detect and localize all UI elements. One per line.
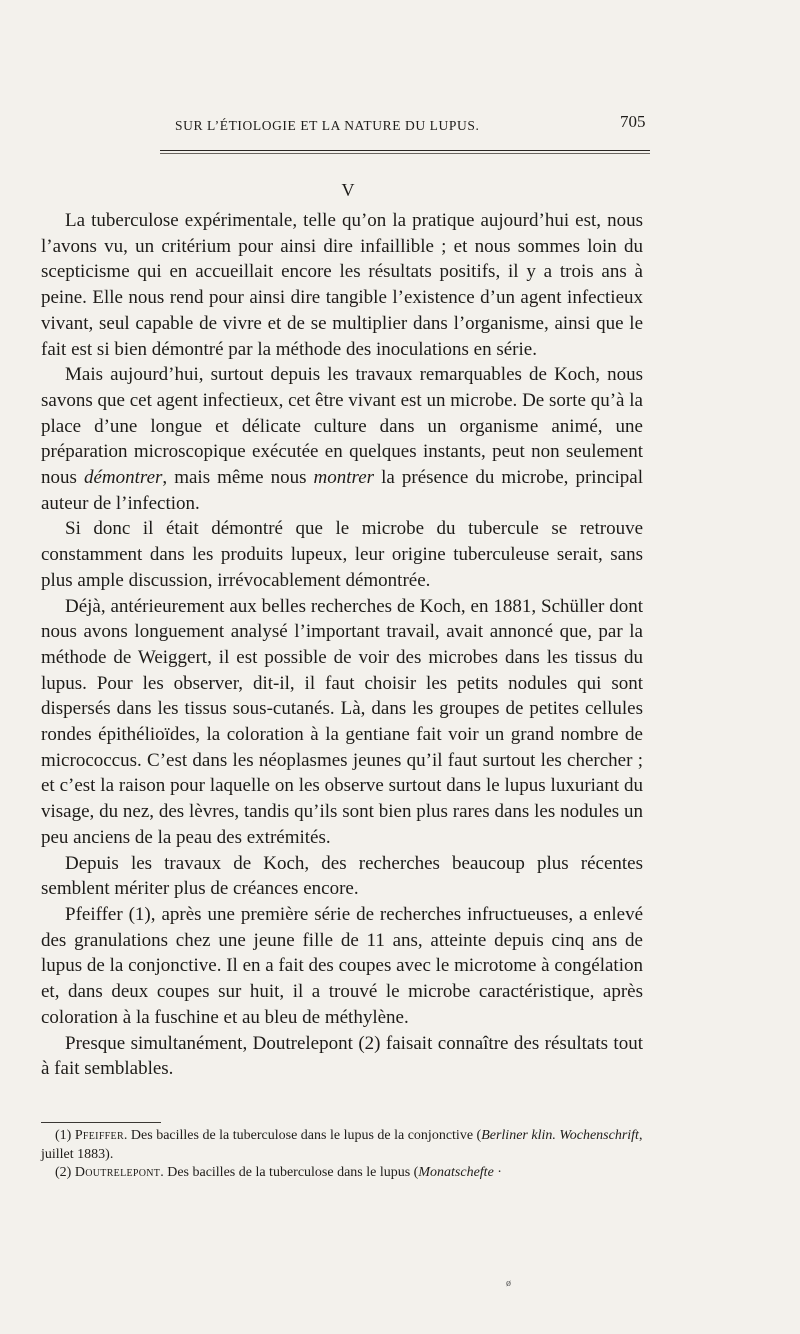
italic-span: montrer bbox=[313, 467, 375, 489]
author-name: Doutrelepont bbox=[74, 1165, 161, 1180]
header-rule bbox=[160, 150, 650, 151]
stray-mark: ø bbox=[506, 1278, 511, 1289]
text-run: , juillet 1883). bbox=[41, 1128, 643, 1162]
body-text bbox=[41, 208, 643, 1082]
footnote bbox=[41, 1127, 653, 1164]
text-run: , mais même nous bbox=[162, 467, 314, 489]
footnote-rule bbox=[41, 1122, 161, 1123]
footnotes bbox=[41, 1122, 653, 1183]
footnote bbox=[41, 1164, 653, 1183]
paragraph bbox=[41, 1031, 643, 1082]
text-run: Depuis les travaux de Koch, des recherches beaucoup plus récentes semblent mériter plus de créances encore. bbox=[41, 852, 643, 900]
text-run: La tuberculose expérimentale, telle qu’on la pratique aujourd’hui est, nous l’avons vu, un critérium pour ainsi dire infaillible ; et nous sommes loin du scepticisme qui en accueillait encore les résultats positifs, il y a trois ans à peine. Elle nous rend pour ainsi dire tangible l’existence d’un agent infectieux vivant, seul capable de vivre et de se multiplier dans l’organisme, ainsi que le fait est si bien démontré par la méthode des inoculations en série. bbox=[41, 210, 643, 360]
text-run: Pfeiffer (1), après une première série de recherches infructueuses, a enlevé des granulations chez une jeune fille de 11 ans, atteinte depuis cinq ans de lupus de la conjonctive. Il en a fait des coupes avec le microtome à congélation et, dans deux coupes sur huit, il a trouvé le microbe caractéristique, après coloration à la fuschine et au bleu de méthylène. bbox=[41, 903, 643, 1028]
text-run: la présence du microbe, principal auteur de l’infection. bbox=[41, 467, 644, 514]
text-run: . Des bacilles de la tuberculose dans le lupus de la conjonctive ( bbox=[123, 1128, 482, 1143]
text-run: (1) bbox=[55, 1128, 75, 1143]
italic-span: démontrer bbox=[83, 467, 163, 489]
section-numeral: V bbox=[341, 180, 355, 200]
italic-span: Monatschefte bbox=[418, 1165, 494, 1180]
text-run: · bbox=[493, 1165, 502, 1180]
paragraph bbox=[41, 516, 643, 593]
header-rule-secondary bbox=[160, 153, 650, 154]
page-number: 705 bbox=[620, 112, 646, 131]
author-name: Pfeiffer bbox=[74, 1128, 124, 1143]
paragraph bbox=[41, 208, 643, 362]
paragraph bbox=[41, 902, 643, 1031]
paragraph bbox=[41, 594, 643, 851]
paragraph bbox=[41, 362, 643, 516]
text-run: Si donc il était démontré que le microbe du tubercule se retrouve constamment dans les produits lupeux, leur origine tuberculeuse serait, sans plus ample discussion, irrévocablement démontrée. bbox=[41, 518, 643, 591]
running-head: SUR L’ÉTIOLOGIE ET LA NATURE DU LUPUS. bbox=[175, 118, 480, 133]
text-run: Mais aujourd’hui, surtout depuis les travaux remarquables de Koch, nous savons que cet agent infectieux, cet être vivant est un microbe. De sorte qu’à la place d’une longue et délicate culture dans un organisme animé, une préparation microscopique exécutée en quelques instants, peut non seulement nous bbox=[41, 364, 643, 489]
text-run: Presque simultanément, Doutrelepont (2) faisait connaître des résultats tout à fait semblables. bbox=[41, 1032, 643, 1080]
text-run: . Des bacilles de la tuberculose dans le lupus ( bbox=[160, 1165, 419, 1180]
text-run: Déjà, antérieurement aux belles recherches de Koch, en 1881, Schüller dont nous avons longuement analysé l’important travail, avait annoncé que, par la méthode de Weiggert, il est possible de voir des microbes dans les tissus du lupus. Pour les observer, dit-il, il faut choisir les petits nodules qui sont dispersés dans les tissus sous-cutanés. Là, dans les groupes de petites cellules rondes épithélioïdes, la coloration à la gentiane fait voir un grand nombre de micrococcus. C’est dans les néoplasmes jeunes qu’il faut surtout les chercher ; et c’est la raison pour laquelle on les observe surtout dans le lupus luxuriant du visage, du nez, des lèvres, tandis qu’ils sont bien plus rares dans les nodules un peu anciens de la peau des extrémités. bbox=[41, 595, 643, 848]
text-run: (2) bbox=[55, 1165, 75, 1180]
italic-span: Berliner klin. Wochenschrift bbox=[481, 1128, 639, 1143]
paragraph bbox=[41, 851, 643, 902]
